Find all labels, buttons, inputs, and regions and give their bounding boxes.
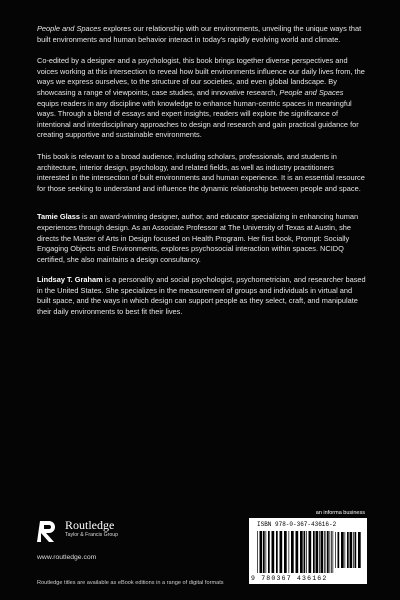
publisher-url: www.routledge.com [37, 554, 97, 561]
barcode-bar [341, 532, 344, 568]
price-barcode [335, 532, 361, 568]
barcode-bar [276, 531, 278, 573]
isbn-text: ISBN 978-0-367-43616-2 [257, 521, 337, 528]
cover-footer [37, 510, 367, 594]
ean-barcode [257, 531, 335, 573]
back-cover-text [37, 24, 367, 328]
barcode-bar [266, 531, 267, 573]
barcode-bar [331, 531, 332, 573]
intro-text: explores our relationship with our environments, unveiling the unique ways that built environments and human behavior interact in today's rapidly evolving world and climate. [37, 24, 362, 44]
informa-imprint: an informa business [315, 510, 365, 516]
publisher-block [37, 514, 224, 586]
barcode-bar [324, 531, 325, 573]
bio-lindsay-graham [37, 275, 367, 317]
barcode-bar [309, 531, 312, 573]
routledge-r-logo-icon [37, 519, 61, 543]
publisher-name: Routledge [65, 518, 115, 532]
barcode-bar [306, 531, 307, 573]
book-title-italic: People and Spaces [37, 24, 102, 33]
description-text-a: Co-edited by a designer and a psychologist, this book brings together diverse perspectives and voices working at this intersection to reveal how built environments influence our daily lives from, the ways we express ourselves, to the structure of our societies, and even global landscape. By showcasing a range of viewpoints, case studies, and innovative research, [37, 56, 365, 97]
author-bios [37, 212, 367, 317]
barcode-bar [268, 531, 270, 573]
barcode-bar [319, 531, 320, 573]
barcode-bar [347, 532, 349, 568]
barcode-bar [300, 531, 303, 573]
barcode-bar [257, 531, 258, 573]
publisher-group: Taylor & Francis Group [65, 532, 119, 538]
barcode-bar [289, 531, 290, 573]
barcode-bar [316, 531, 319, 573]
barcode-bar [353, 532, 354, 568]
barcode-bar [335, 532, 336, 568]
barcode-bar [272, 531, 275, 573]
author-name: Tamie Glass [37, 212, 80, 222]
barcode-bar [304, 531, 306, 573]
barcode-block [247, 510, 367, 588]
barcode-bar [321, 531, 324, 573]
barcode-box [249, 518, 367, 584]
intro-paragraph [37, 24, 367, 45]
barcode-bar [350, 532, 353, 568]
barcode-bar [333, 531, 334, 573]
barcode-bar [327, 531, 329, 573]
barcode-bar [326, 531, 327, 573]
barcode-bar [263, 531, 265, 573]
bio-text: is an award-winning designer, author, and educator specializing in enhancing human experiences through design. As an Associate Professor at The University of Texas at Austin, she directs the Master of Arts in Design focused on Health Program. Her first book, Prompt: Socially Engaging Objects and Environments, explores psychosocial interaction within spaces. NCIDQ certified, she also maintains a design consultancy. [37, 212, 359, 264]
ebook-note: Routledge titles are available as eBook editions in a range of digital formats [37, 580, 224, 586]
barcode-bar [280, 531, 283, 573]
barcode-bar [260, 531, 263, 573]
barcode-bar [355, 532, 357, 568]
barcode-bar [291, 531, 294, 573]
barcode-bar [345, 532, 346, 568]
barcode-bar [313, 531, 315, 573]
book-title-italic: People and Spaces [279, 87, 344, 97]
bio-text: is a personality and social psychologist, psychometrician, and researcher based in the United States. She specializes in the measurement of groups and individuals in virtual and built space, and the ways in which design can support people as they select, craft, and manipulate their daily environments to best fit their lives. [37, 275, 366, 317]
barcode-digits: 9 780367 436162 [251, 575, 328, 582]
bio-tamie-glass [37, 212, 367, 265]
barcode-bar [358, 532, 361, 568]
barcode-bar [284, 531, 287, 573]
description-paragraph [37, 56, 367, 141]
audience-paragraph: This book is relevant to a broad audience, including scholars, professionals, and students in architecture, interior design, psychology, and related fields, as well as industry practitioners interested in the intersection of built environments and human experience. It is an essential resource for those seeking to understand and influence the dynamic relationship between people and space. [37, 151, 365, 193]
barcode-bar [330, 531, 331, 573]
barcode-bar [296, 531, 299, 573]
barcode-bar [338, 532, 340, 568]
description-text-b: equips readers in any discipline with knowledge to enhance human-centric spaces in meaningful ways. Through a blend of essays and expert insights, readers will explore the significance of intentional and interdisciplinary approaches to design and research and gain practical guidance for creating supportive and sustainable environments. [37, 98, 359, 140]
author-name: Lindsay T. Graham [37, 275, 103, 285]
